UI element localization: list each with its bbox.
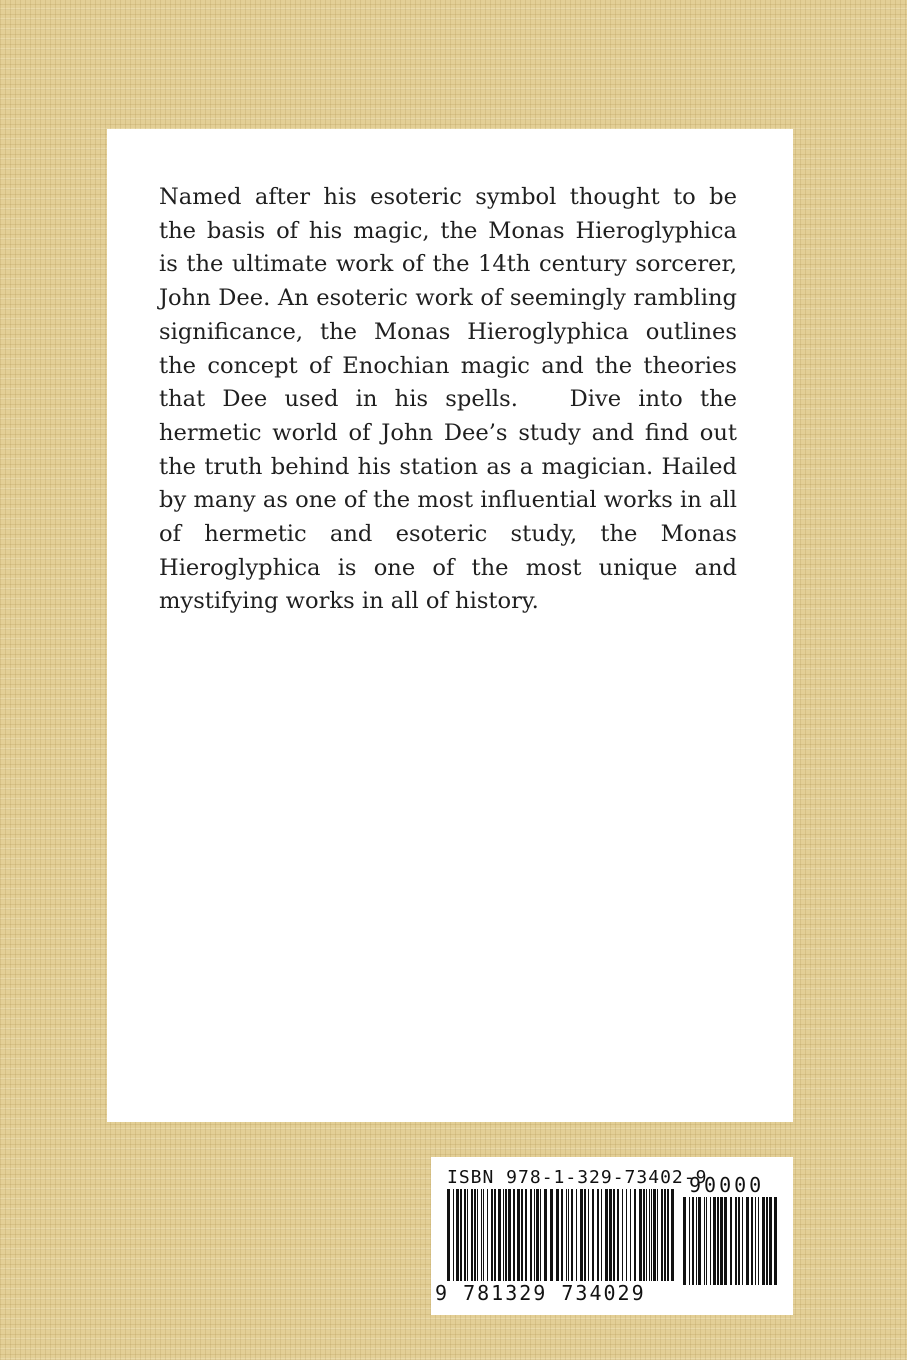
barcode-bar [540,1189,541,1281]
blurb-panel [107,129,793,1122]
barcode-bar [706,1197,707,1285]
barcode-bar [617,1189,619,1281]
barcode-bar [571,1189,573,1281]
price-addon-bars [683,1197,779,1301]
barcode-bar [498,1189,501,1281]
barcode-bar [664,1189,666,1281]
barcode-bar [613,1189,615,1281]
barcode-bar [597,1189,599,1281]
barcode-bar [710,1197,711,1285]
barcode-bar [720,1197,723,1285]
barcode-bar [713,1197,716,1285]
barcode-bar [601,1189,602,1281]
barcode-bar [762,1197,765,1285]
isbn-label: ISBN 978-1-329-73402-9 [447,1167,708,1188]
barcode-bar [657,1189,658,1281]
barcode-bar [730,1197,732,1285]
barcode-bar [588,1189,589,1281]
barcode-bar [503,1189,504,1281]
barcode-bar [774,1197,777,1285]
barcode-bar [477,1189,478,1281]
barcode-bar [517,1189,520,1281]
barcode-bar [580,1189,583,1281]
barcode-bar [460,1189,462,1281]
barcode-bar [622,1189,623,1281]
barcode-bar [769,1197,772,1285]
barcode-bar [651,1189,652,1281]
barcode-bar [724,1197,727,1285]
barcode-bar [605,1189,608,1281]
barcode-bar [751,1197,753,1285]
barcode-bar [742,1197,743,1285]
price-code: 90000 [689,1173,765,1197]
barcode-bar [456,1189,459,1281]
barcode-bar [766,1197,768,1285]
barcode-bar [530,1189,532,1281]
ean-digits: 9 781329 734029 [435,1281,646,1305]
barcode-bar [671,1189,674,1281]
barcode-bar [464,1189,466,1281]
barcode-bar [630,1189,631,1281]
barcode-bar [698,1197,701,1285]
barcode-bar [592,1189,594,1281]
barcode-bar [626,1189,627,1281]
barcode-bar [521,1189,523,1281]
barcode-bar [667,1189,669,1281]
barcode-bar [653,1189,656,1281]
back-cover-blurb: Named after his esoteric symbol thought to be the basis of his magic, the Monas Hieroglyphica is the ultimate work of the 14th century sorcerer, John Dee. An esoteric work of seemingly rambling significance, the Monas Hieroglyphica outlines the concept of Enochian magic and the theories that Dee used in his spells. Dive into the hermetic world of John Dee’s study and find out the truth behind his station as a magician. Hailed by many as one of the most influential works in all of hermetic and esoteric study, the Monas Hieroglyphica is one of the most unique and mystifying works in all of history. [159,184,745,615]
barcode-bar [692,1197,694,1285]
barcode-bar [534,1189,535,1281]
barcode-bar [609,1189,612,1281]
barcode-bar [643,1189,645,1281]
barcode-bar [661,1189,663,1281]
barcode-bar [704,1197,705,1285]
barcode-bar [649,1189,650,1281]
barcode-bar [746,1197,749,1285]
barcode-bar [717,1197,719,1285]
barcode-bar [758,1197,759,1285]
barcode-bar [483,1189,484,1281]
barcode-bar [561,1189,563,1281]
barcode-bar [525,1189,527,1281]
barcode-bar [508,1189,511,1281]
barcode-bar [735,1197,737,1285]
barcode-bar [646,1189,647,1281]
barcode-bar [689,1197,690,1285]
barcode-bar [494,1189,496,1281]
barcode-bar [634,1189,636,1281]
barcode-bar [576,1189,577,1281]
barcode-bar [696,1197,697,1285]
barcode-bar [467,1189,468,1281]
barcode-bar [556,1189,559,1281]
barcode-bar [550,1189,553,1281]
barcode-bar [584,1189,586,1281]
barcode-bar [481,1189,482,1281]
barcode-bar [536,1189,539,1281]
barcode-bar [487,1189,488,1281]
barcode-bar [505,1189,507,1281]
barcode-bar [683,1197,686,1285]
barcode-bar [474,1189,476,1281]
barcode-bar [738,1197,740,1285]
isbn-barcode [431,1157,793,1315]
barcode-bar [471,1189,473,1281]
barcode-bar [544,1189,547,1281]
barcode-bar [513,1189,515,1281]
barcode-bar [491,1189,493,1281]
barcode-bar [755,1197,756,1285]
barcode-bar [639,1189,642,1281]
